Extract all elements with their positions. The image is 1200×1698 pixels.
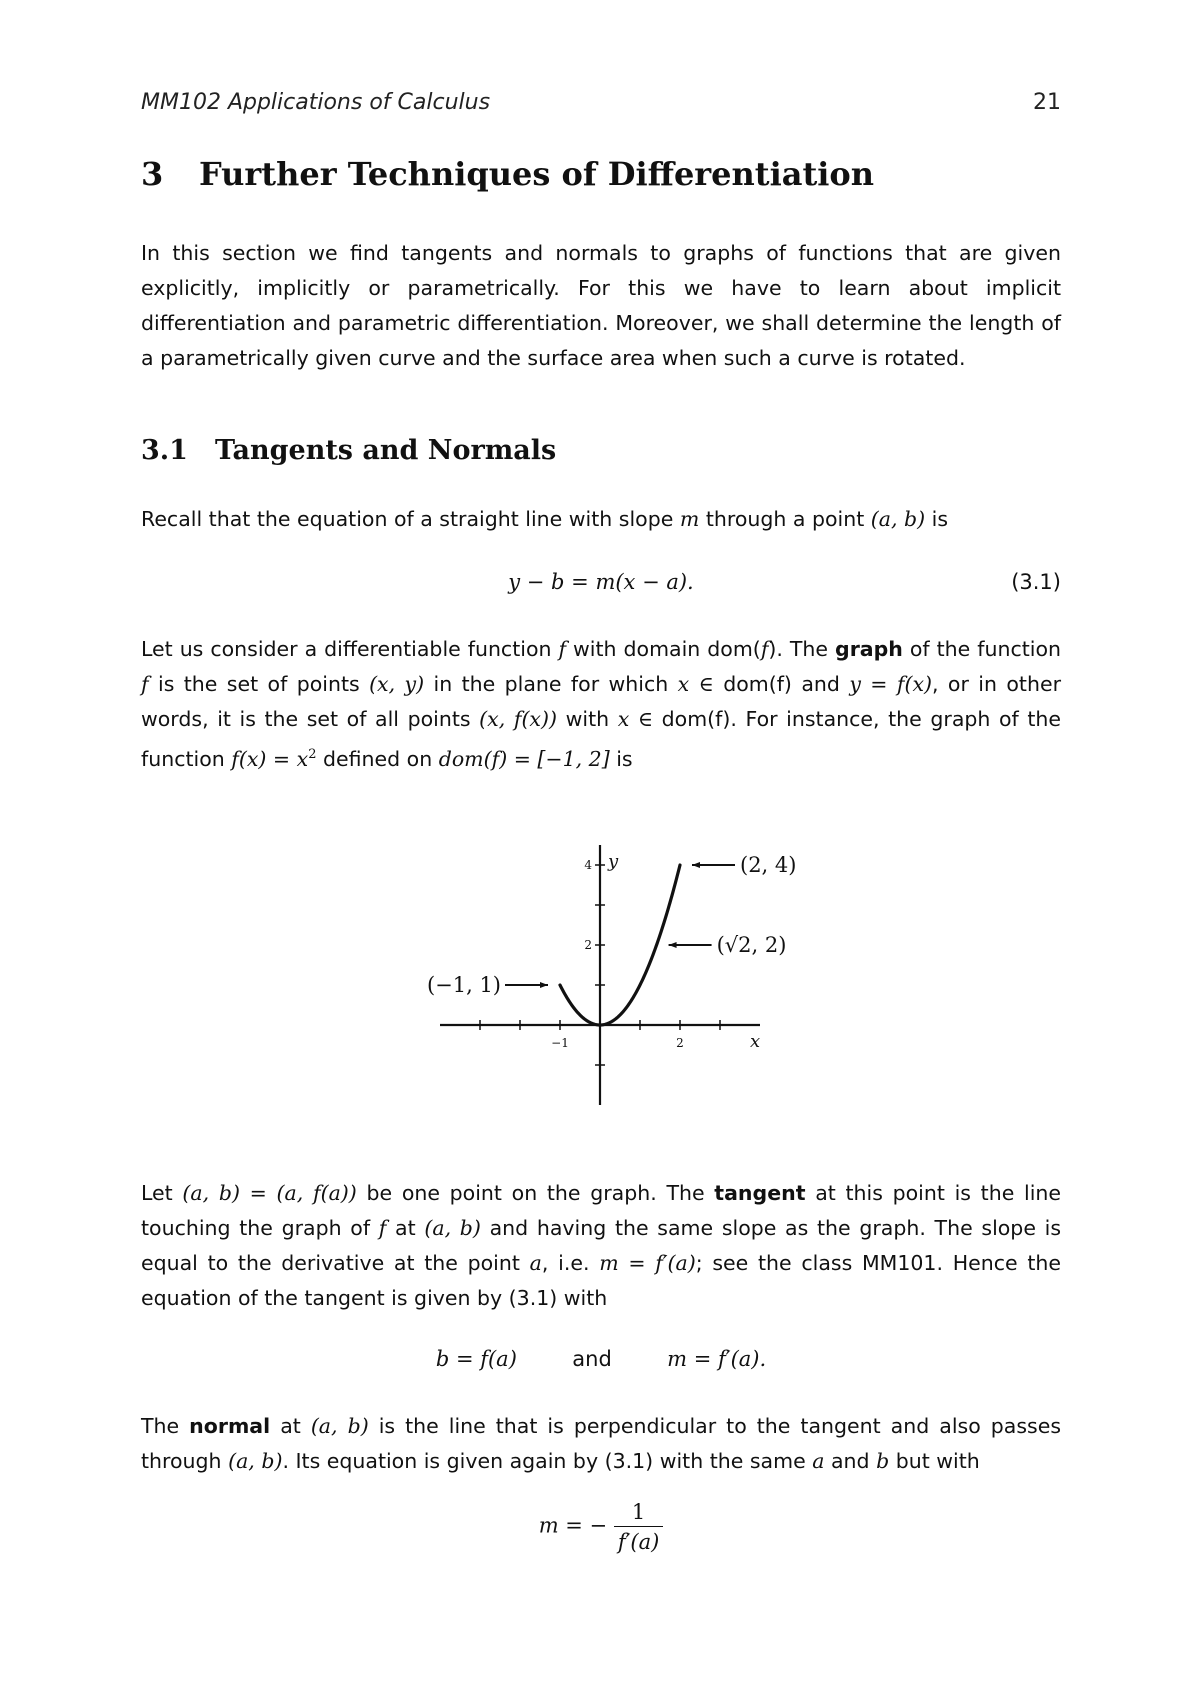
term-graph: graph <box>835 637 903 661</box>
math-f: f <box>760 637 769 661</box>
math-f: f <box>378 1216 387 1240</box>
text-run: . Its equation is given again by (3.1) with the same <box>282 1449 813 1473</box>
math-f: f <box>141 672 149 696</box>
annotation-label: (2, 4) <box>740 853 797 877</box>
term-normal: normal <box>189 1414 271 1438</box>
parabola-curve <box>560 865 680 1025</box>
x-tick-label: 2 <box>676 1036 684 1050</box>
math-point-ab: (a, b) <box>310 1414 369 1438</box>
parabola-graph <box>380 815 820 1115</box>
annotation-arrowhead <box>669 942 677 948</box>
y-tick-label: 4 <box>584 858 592 872</box>
math-point-ab: (a, b) = (a, f(a)) <box>182 1181 357 1205</box>
line-equation-paragraph <box>141 502 1061 537</box>
math-y-equals-fx: y = f(x) <box>849 672 933 696</box>
text-run: and <box>824 1449 877 1473</box>
annotation-label: (−1, 1) <box>426 973 501 997</box>
text-run: is the line that is perpendicular to the tangent and also passes through <box>141 1414 1061 1473</box>
math-x-fx: (x, f(x)) <box>479 707 557 731</box>
math-a: a <box>529 1251 542 1275</box>
text-run: but with <box>889 1449 980 1473</box>
math-slope: m <box>679 507 700 531</box>
math-point-ab: (a, b) <box>228 1449 283 1473</box>
equation-expression: y − b = m(x − a). <box>508 570 694 594</box>
math-f: f <box>558 637 567 661</box>
text-run: be one point on the graph. The <box>356 1181 715 1205</box>
text-run: Let us consider a differentiable function <box>141 637 559 661</box>
graph-definition-paragraph <box>141 632 1061 777</box>
math-xy: (x, y) <box>369 672 425 696</box>
text-run: and <box>791 672 850 696</box>
x-tick-label: −1 <box>551 1036 569 1050</box>
math-domain: dom(f) <box>661 707 731 731</box>
text-run: with <box>557 707 618 731</box>
fraction-numerator: 1 <box>614 1500 663 1527</box>
fraction-denominator: f′(a) <box>617 1530 660 1554</box>
text-run: is <box>925 507 949 531</box>
text-run: ). The <box>768 637 836 661</box>
text-run: is <box>609 746 633 771</box>
equation-m-fprime-a: m = f′(a). <box>667 1347 767 1371</box>
text-run: in the plane for which <box>424 672 678 696</box>
y-tick-label: 2 <box>584 938 592 952</box>
equation-b-fa: b = f(a) <box>435 1347 517 1371</box>
math-slope-derivative: m = f′(a) <box>599 1251 696 1275</box>
x-axis-label: x <box>750 1031 761 1052</box>
text-run: is the set of points <box>148 672 370 696</box>
text-run: , i.e. <box>541 1251 600 1275</box>
equation-label: (3.1) <box>1011 570 1061 594</box>
text-run: ; see the class MM101. Hence the equation of the tangent is given by (3.1) with <box>141 1251 1061 1310</box>
subsection-heading <box>141 435 556 466</box>
math-b: b <box>876 1449 890 1473</box>
y-axis-label: y <box>608 851 619 872</box>
page-number: 21 <box>1033 90 1061 115</box>
equation-3-1 <box>141 570 1061 594</box>
math-x-in: x ∈ <box>677 672 724 696</box>
text-run: Let <box>141 1181 183 1205</box>
annotation-label: (√2, 2) <box>716 933 787 957</box>
text-run: at <box>386 1216 425 1240</box>
text-run: . For instance, the graph of the function <box>141 707 1061 771</box>
text-run: at this point is the line touching the graph of <box>141 1181 1062 1240</box>
normal-paragraph <box>141 1409 1061 1479</box>
fraction <box>614 1500 663 1554</box>
text-run: and having the same slope as the graph. The slope is equal to the derivative at the point <box>141 1216 1062 1275</box>
math-domain-interval: dom(f) = [−1, 2] <box>438 746 610 771</box>
math-exponent: 2 <box>308 747 317 762</box>
math-x-in: x ∈ <box>617 707 662 731</box>
annotation-arrowhead <box>540 982 548 988</box>
math-point: (a, b) <box>870 507 926 531</box>
tangent-paragraph <box>141 1176 1061 1316</box>
annotation-arrowhead <box>692 862 700 868</box>
text-run: at <box>270 1414 311 1438</box>
subsection-number: 3.1 <box>141 435 188 466</box>
text-run: , or in other words, it is the set of all points <box>141 672 1062 731</box>
subsection-title: Tangents and Normals <box>215 435 557 466</box>
math-a: a <box>812 1449 825 1473</box>
math-domain: dom(f) <box>723 672 792 696</box>
section-heading <box>141 155 874 193</box>
section-intro-paragraph: In this section we find tangents and normals to graphs of functions that are given explicitly, implicitly or parametrically. For this we have to learn about implicit differentiation and parametric differentiation. Moreover, we shall determine the length of a parametrically given curve and the surface area when such a curve is rotated. <box>141 241 1061 370</box>
course-title: MM102 Applications of Calculus <box>141 90 491 115</box>
text-run: of the function <box>902 637 1061 661</box>
equation-and: and <box>572 1347 612 1371</box>
equation-lhs: m = − <box>538 1513 608 1538</box>
math-point-ab: (a, b) <box>424 1216 481 1240</box>
text-run: with domain dom( <box>566 637 761 661</box>
text-run: The <box>141 1414 190 1438</box>
running-header <box>141 90 1061 122</box>
section-number: 3 <box>141 155 164 193</box>
text-run: defined on <box>316 746 439 771</box>
normal-slope-equation <box>141 1500 1061 1554</box>
term-tangent: tangent <box>714 1181 806 1205</box>
text-run: through a point <box>699 507 871 531</box>
tangent-conditions-equation <box>141 1347 1061 1371</box>
text-run: Recall that the equation of a straight line with slope <box>141 507 680 531</box>
section-title: Further Techniques of Differentiation <box>199 155 874 193</box>
math-f-x-squared: f(x) = x <box>231 746 309 771</box>
